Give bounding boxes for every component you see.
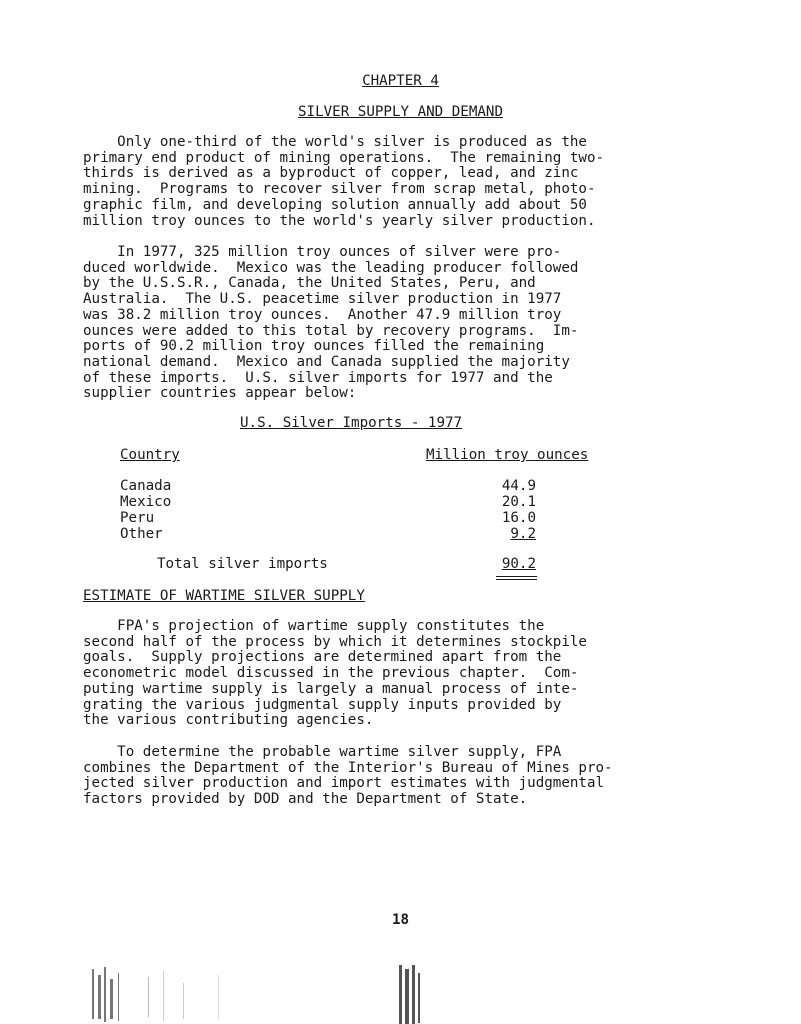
text-line: second half of the process by which it determines stockpile [83, 633, 587, 650]
text-line: thirds is derived as a byproduct of copper, lead, and zinc [83, 165, 579, 182]
table-row-country: Peru [120, 510, 155, 526]
column-header-amount: Million troy ounces [426, 447, 589, 463]
chapter-label: CHAPTER 4 [362, 73, 439, 89]
chapter-title: SILVER SUPPLY AND DEMAND [298, 104, 503, 120]
text-line: supplier countries appear below: [83, 385, 357, 402]
text-line: econometric model discussed in the previous chapter. Com- [83, 665, 579, 682]
table-row-country: Mexico [120, 494, 172, 510]
text-line: million troy ounces to the world's yearly silver production. [83, 212, 596, 229]
paragraph-2 [83, 245, 663, 402]
text-line: graphic film, and developing solution annually add about 50 [83, 196, 587, 213]
text-line: national demand. Mexico and Canada supplied the majority [83, 353, 570, 370]
table-row-value: 20.1 [501, 494, 536, 510]
column-header-country: Country [120, 447, 180, 463]
text-line: FPA's projection of wartime supply constitutes the [83, 618, 545, 634]
text-line: grating the various judgmental supply inputs provided by [83, 696, 562, 713]
text-line: ounces were added to this total by recovery programs. Im- [83, 322, 579, 339]
text-line: the various contributing agencies. [83, 712, 374, 729]
text-line: of these imports. U.S. silver imports for 1977 and the [83, 369, 553, 386]
text-line: In 1977, 325 million troy ounces of silver were pro- [83, 244, 562, 260]
text-line: primary end product of mining operations. The remaining two- [83, 149, 605, 166]
text-line: jected silver production and import estimates with judgmental [83, 775, 605, 792]
double-rule [496, 576, 537, 580]
scan-noise [88, 965, 388, 1024]
text-line: by the U.S.S.R., Canada, the United States, Peru, and [83, 275, 536, 292]
text-line: duced worldwide. Mexico was the leading producer followed [83, 259, 579, 276]
page-number: 18 [391, 912, 410, 928]
total-label: Total silver imports [157, 556, 328, 572]
text-line: puting wartime supply is largely a manual process of inte- [83, 680, 579, 697]
table-row-value: 16.0 [501, 510, 536, 526]
text-line: To determine the probable wartime silver supply, FPA [83, 744, 562, 760]
text-line: combines the Department of the Interior's Bureau of Mines pro- [83, 759, 613, 776]
scan-noise [395, 965, 435, 1024]
paragraph-4 [83, 745, 663, 808]
table-row-country: Other [120, 526, 163, 542]
table-row-country: Canada [120, 478, 172, 494]
text-line: ports of 90.2 million troy ounces filled the remaining [83, 338, 545, 355]
table-row-value: 44.9 [501, 478, 536, 494]
paragraph-1 [83, 135, 663, 229]
section-heading: ESTIMATE OF WARTIME SILVER SUPPLY [83, 588, 365, 604]
table-row-value: 9.2 [510, 526, 536, 542]
text-line: was 38.2 million troy ounces. Another 47.9 million troy [83, 306, 562, 323]
total-value: 90.2 [501, 556, 536, 572]
table-title: U.S. Silver Imports - 1977 [240, 415, 463, 431]
text-line: mining. Programs to recover silver from scrap metal, photo- [83, 181, 596, 198]
text-line: Only one-third of the world's silver is produced as the [83, 134, 587, 150]
text-line: Australia. The U.S. peacetime silver production in 1977 [83, 291, 562, 308]
paragraph-3 [83, 619, 663, 729]
text-line: goals. Supply projections are determined apart from the [83, 649, 562, 666]
text-line: factors provided by DOD and the Department of State. [83, 791, 528, 808]
